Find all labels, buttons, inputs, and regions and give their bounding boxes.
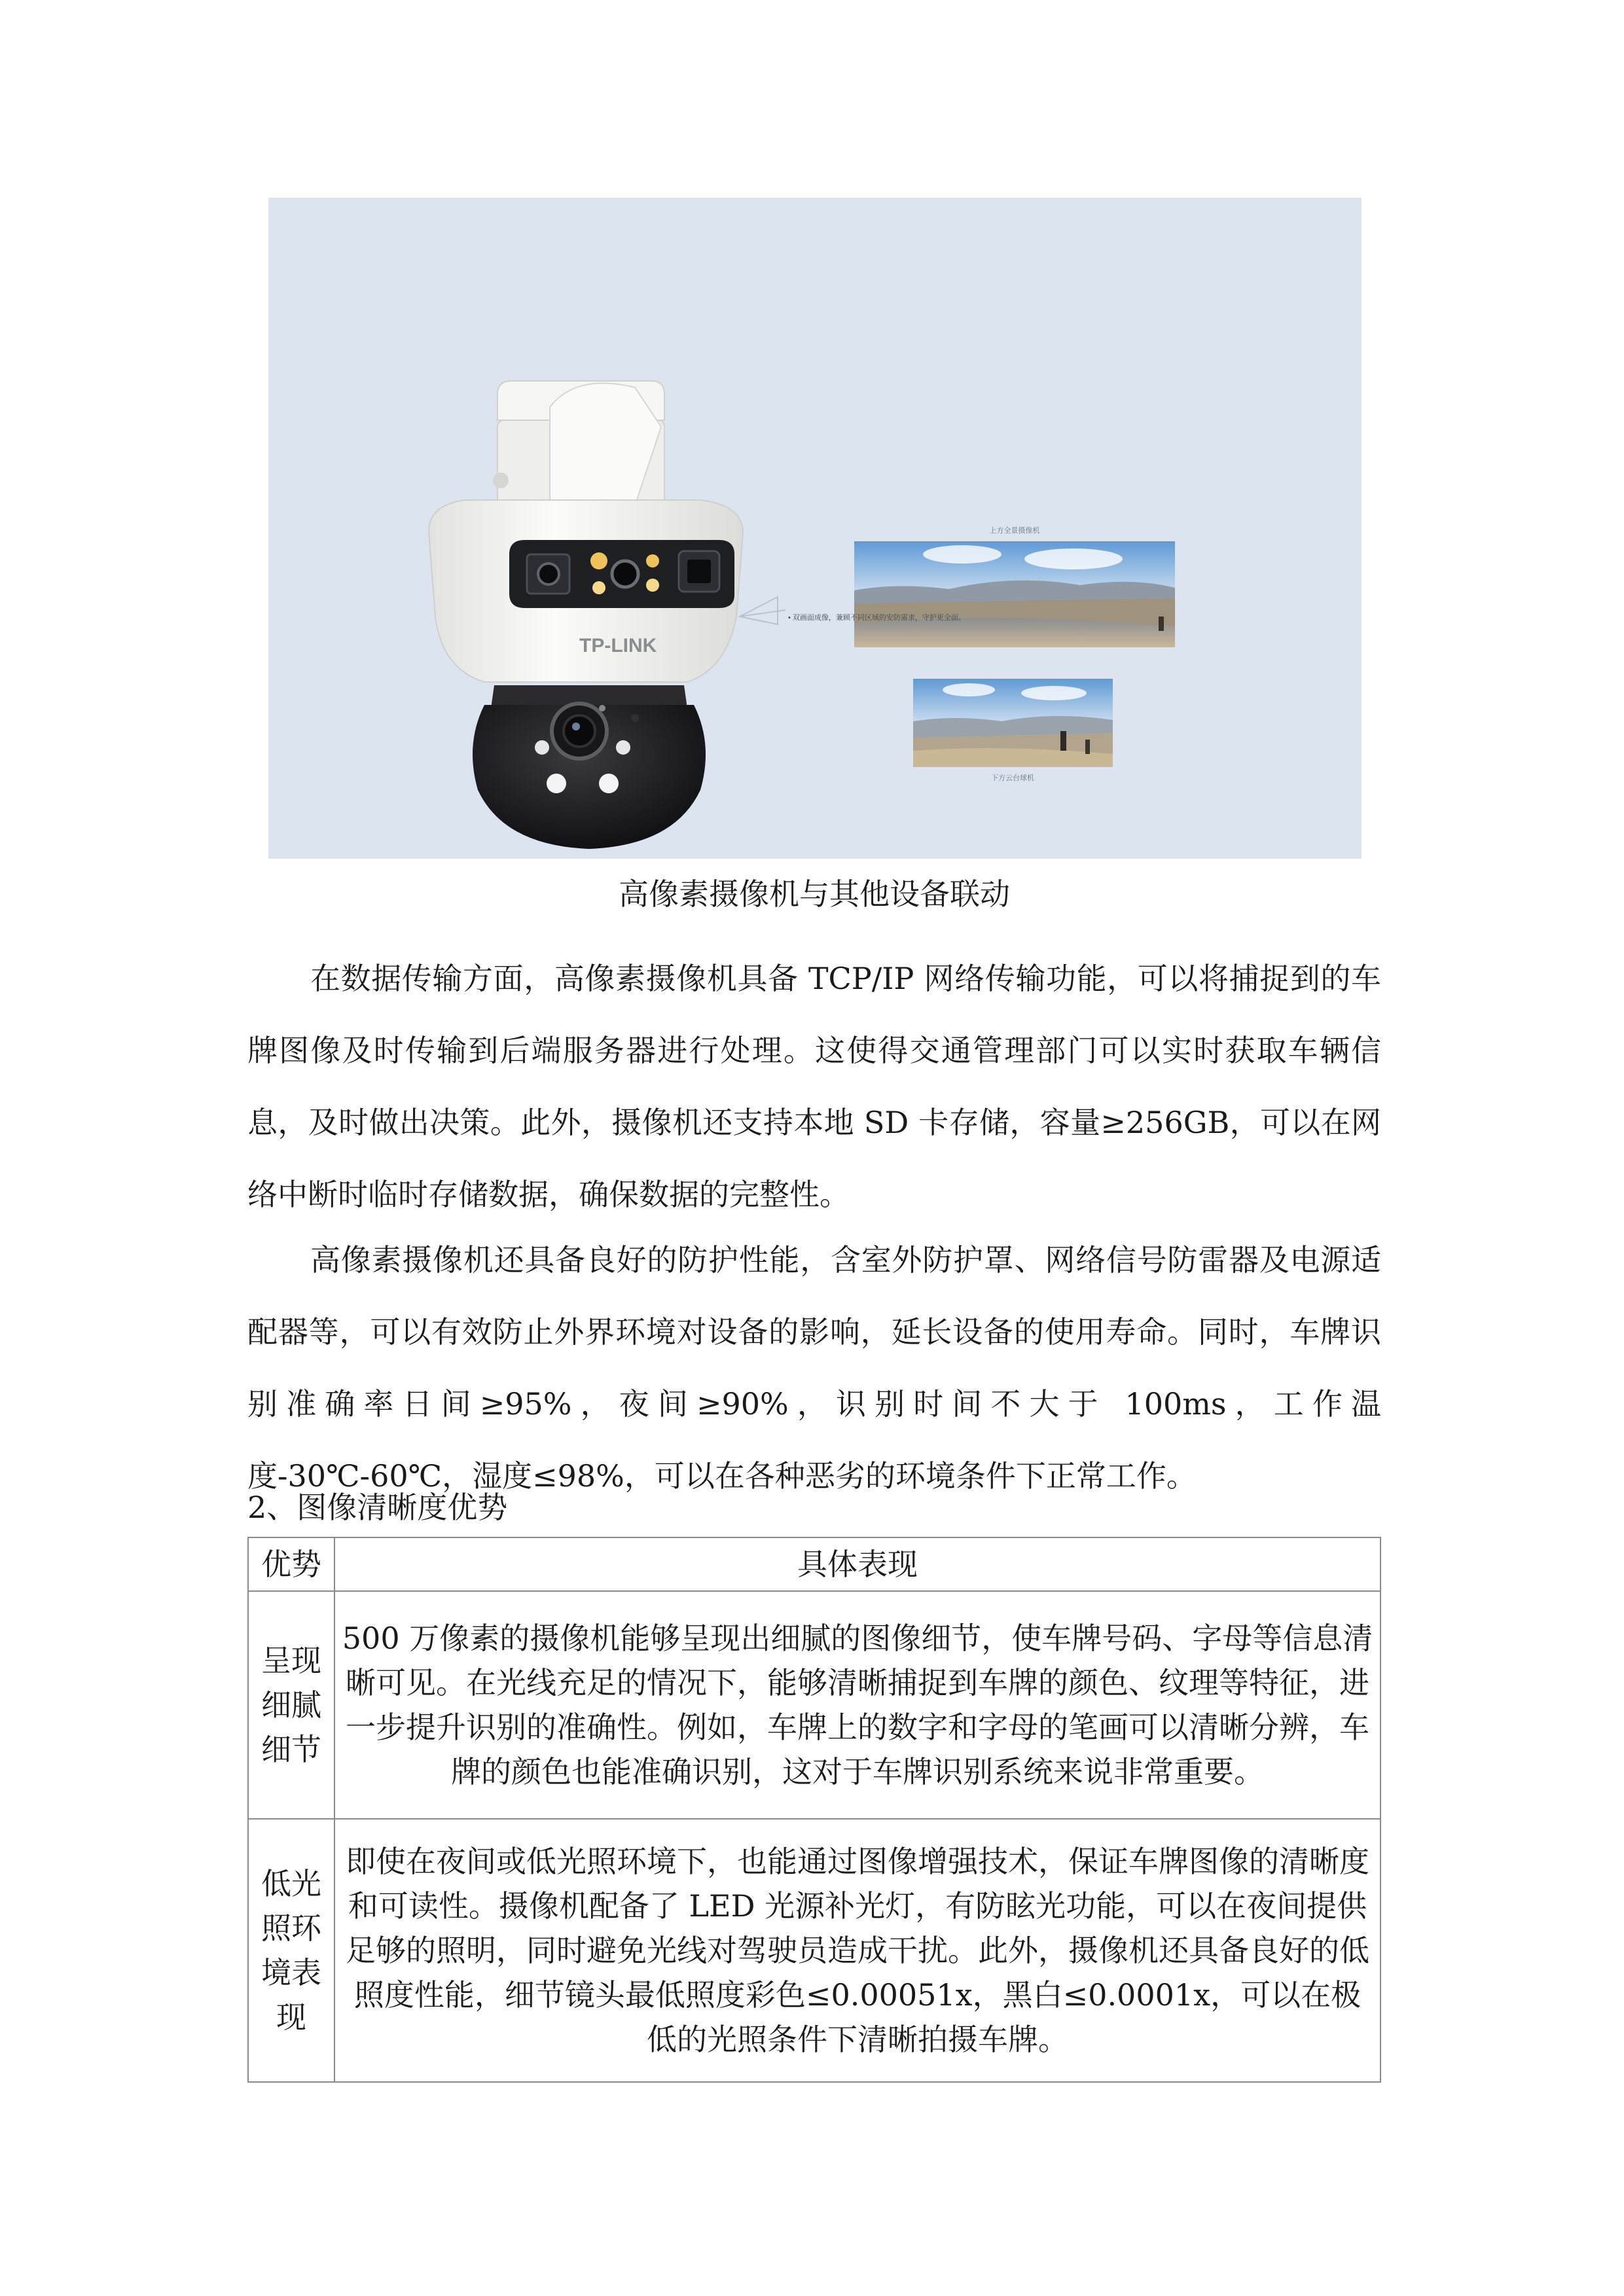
mount-bracket bbox=[493, 381, 664, 507]
table-row bbox=[248, 1591, 1380, 1819]
header-advantage: 优势 bbox=[248, 1537, 334, 1591]
callout-text: • 双画面成像，兼顾不同区域的安防需求，守护更全面。 bbox=[788, 614, 965, 622]
ptz-dome-camera bbox=[473, 685, 706, 849]
header-details: 具体表现 bbox=[334, 1537, 1380, 1591]
figure-caption: 高像素摄像机与其他设备联动 bbox=[619, 876, 1010, 912]
panorama-image-bottom bbox=[913, 679, 1113, 767]
row-description: 500 万像素的摄像机能够呈现出细腻的图像细节，使车牌号码、字母等信息清晰可见。在光线充足的情况下，能够清晰捕捉到车牌的颜色、纹理等特征，进一步提升识别的准确性。例如，车牌上的数字和字母的笔画可以清晰分辨，车牌的颜色也能准确识别，这对于车牌识别系统来说非常重要。 bbox=[334, 1591, 1380, 1819]
section-heading: 2、图像清晰度优势 bbox=[247, 1490, 508, 1525]
table-header-row bbox=[248, 1537, 1380, 1591]
callout-line bbox=[740, 597, 785, 624]
panorama-image-top bbox=[854, 541, 1175, 647]
row-name: 呈现细腻细节 bbox=[248, 1591, 334, 1819]
paragraph-data-transmission: 在数据传输方面，高像素摄像机具备 TCP/IP 网络传输功能，可以将捕捉到的车牌图像及时传输到后端服务器进行处理。这使得交通管理部门可以实时获取车辆信息，及时做出决策。此外，摄像机还支持本地 SD 卡存储，容量≥256GB，可以在网络中断时临时存储数据，确保数据的完整性。 bbox=[247, 961, 1381, 1212]
product-figure bbox=[268, 198, 1362, 859]
row-name: 低光照环境表现 bbox=[248, 1819, 334, 2082]
panorama-bottom-label: 下方云台球机 bbox=[991, 774, 1034, 782]
camera-illustration bbox=[268, 198, 1362, 859]
paragraph-protection: 高像素摄像机还具备良好的防护性能，含室外防护罩、网络信号防雷器及电源适配器等，可以有效防止外界环境对设备的影响，延长设备的使用寿命。同时，车牌识别准确率日间≥95%，夜间≥90%，识别时间不大于 100ms，工作温度-30℃-60℃，湿度≤98%，可以在各种恶劣的环境条件下正常工作。 bbox=[247, 1242, 1381, 1494]
row-description: 即使在夜间或低光照环境下，也能通过图像增强技术，保证车牌图像的清晰度和可读性。摄像机配备了 LED 光源补光灯，有防眩光功能，可以在夜间提供足够的照明，同时避免光线对驾驶员造成干扰。此外，摄像机还具备良好的低照度性能，细节镜头最低照度彩色≤0.00051x，黑白≤0.0001x，可以在极低的光照条件下清晰拍摄车牌。 bbox=[334, 1819, 1380, 2082]
advantage-table bbox=[247, 1537, 1381, 2083]
panorama-top-label: 上方全景摄像机 bbox=[989, 527, 1040, 535]
panoramic-camera-body bbox=[429, 500, 743, 682]
table-row bbox=[248, 1819, 1380, 2082]
brand-logo: TP-LINK bbox=[579, 635, 657, 656]
